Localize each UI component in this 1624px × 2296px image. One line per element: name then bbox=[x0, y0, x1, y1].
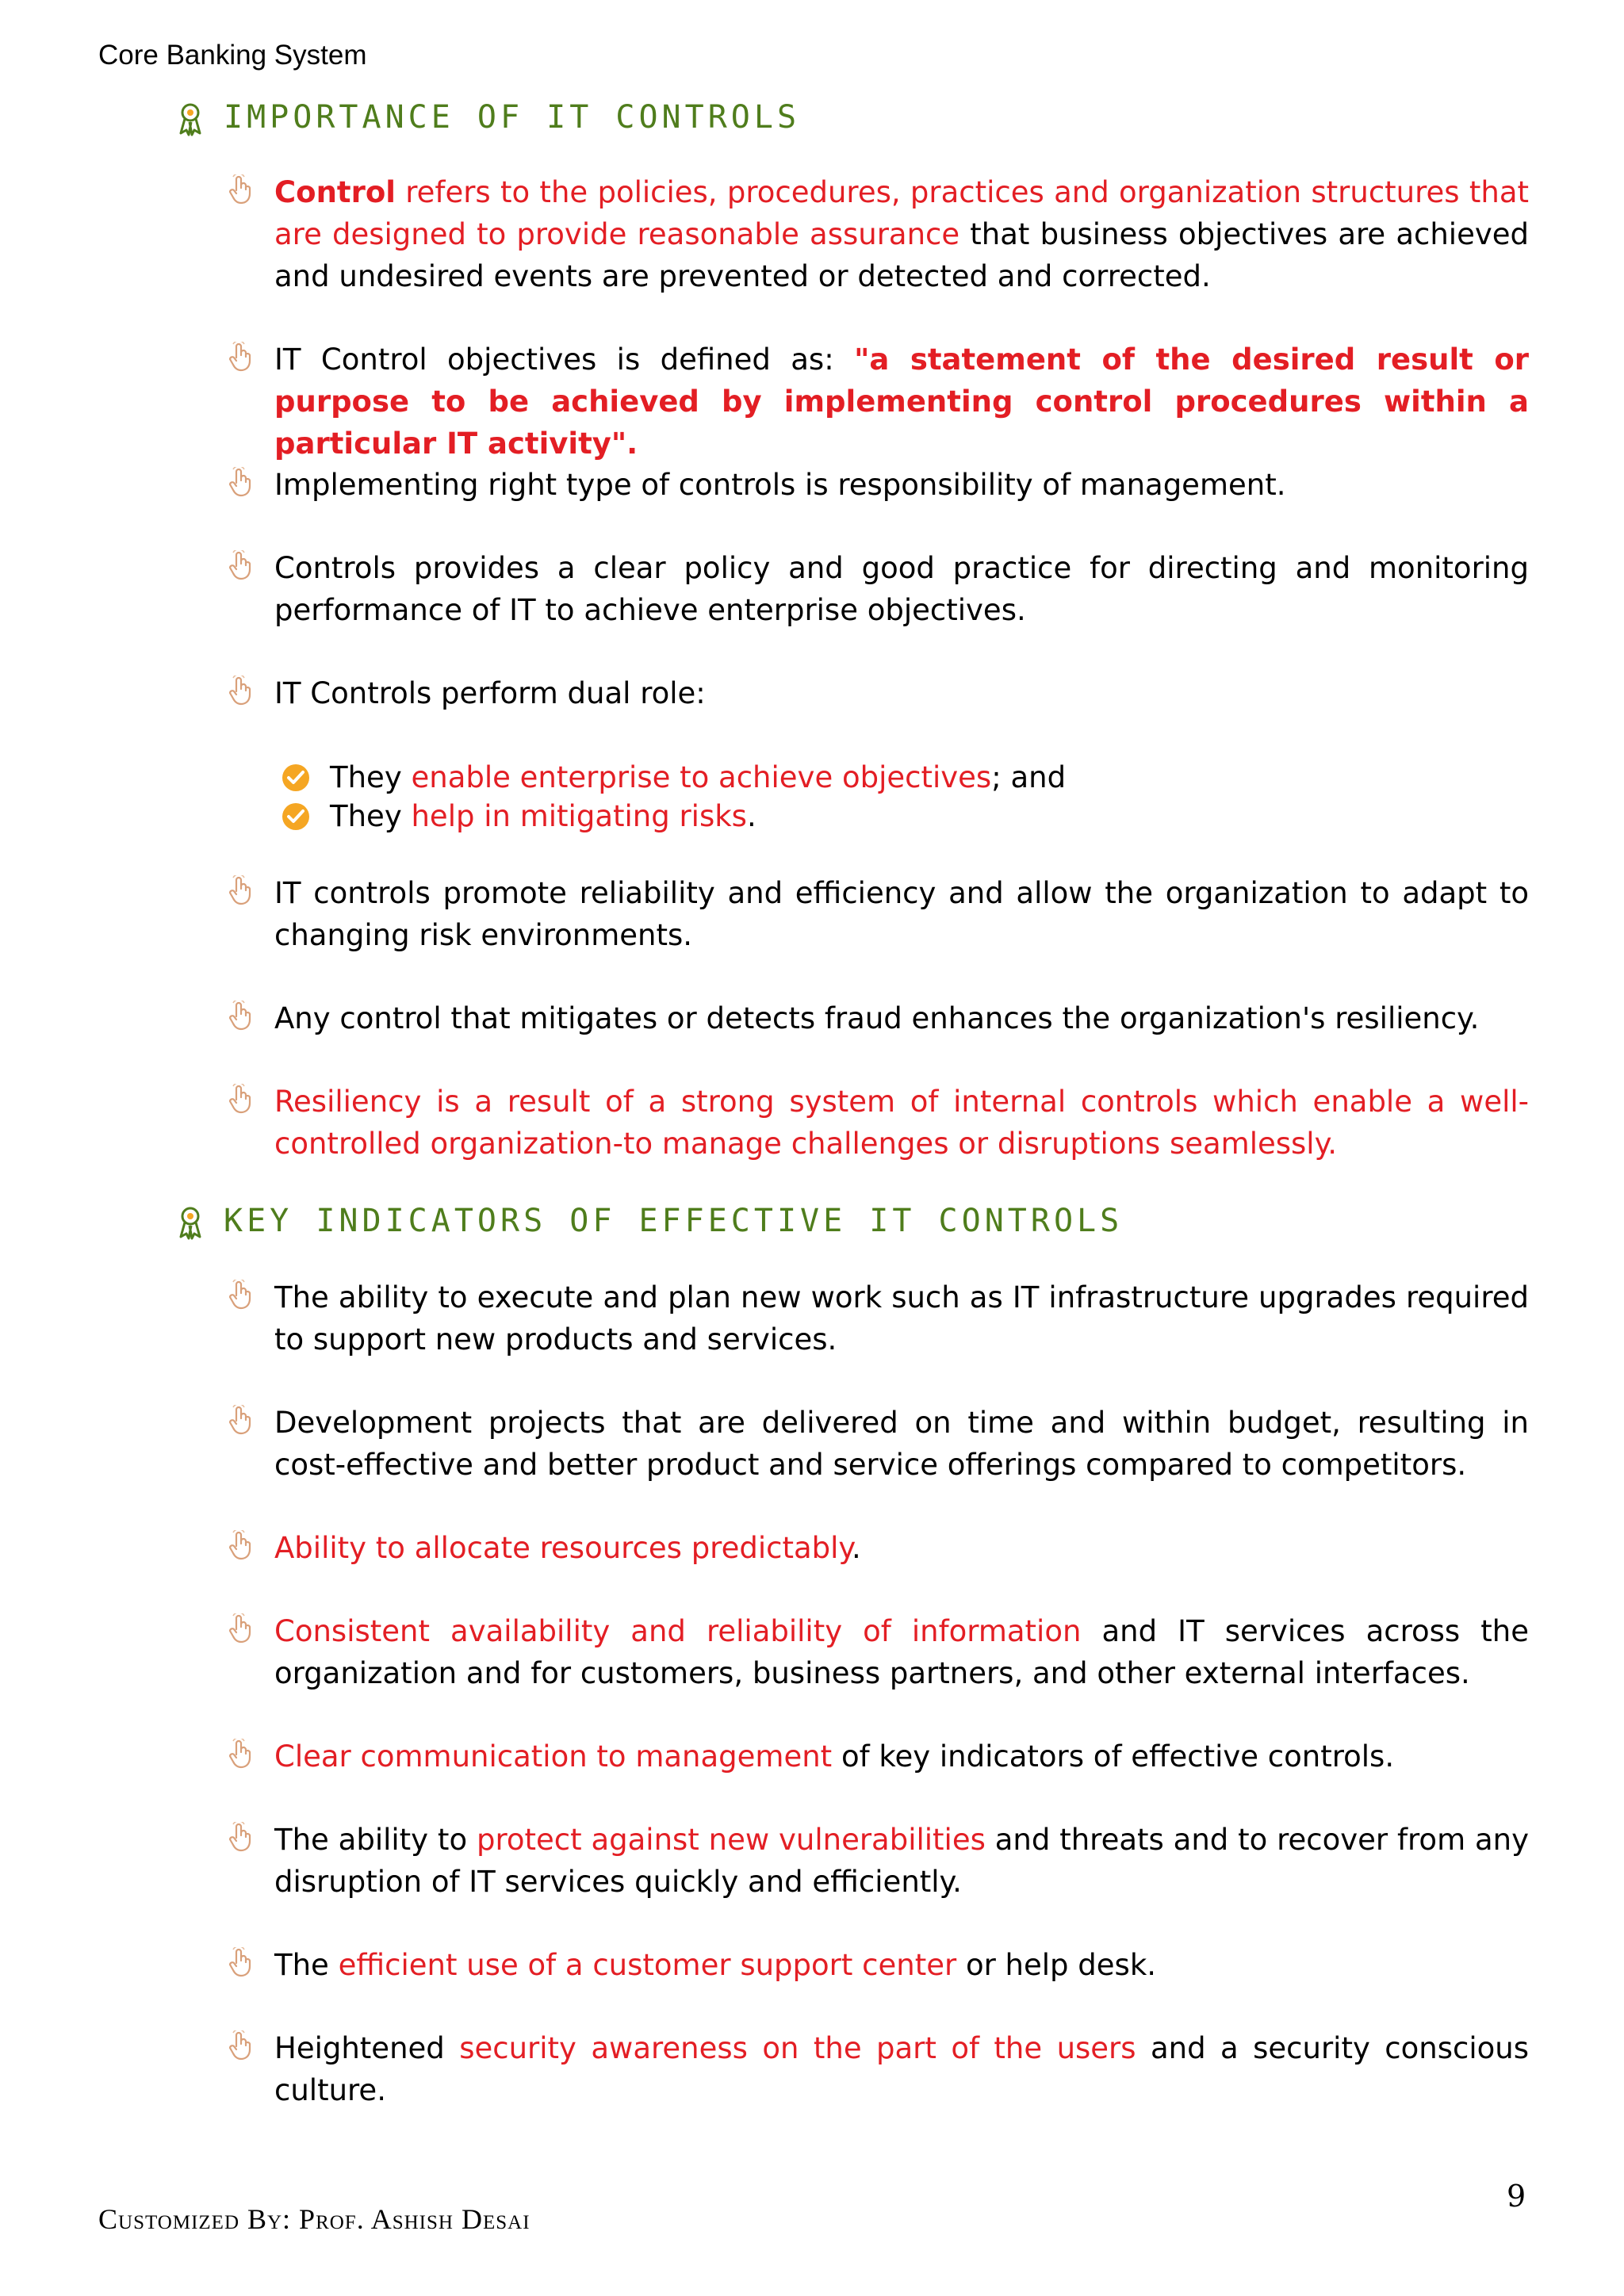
award-ribbon-icon bbox=[176, 101, 205, 136]
list-item bbox=[228, 1402, 1529, 1486]
list-item bbox=[228, 872, 1529, 956]
sub-item-text: They help in mitigating risks. bbox=[330, 799, 756, 833]
paragraph-text: The efficient use of a customer support center or help desk. bbox=[274, 1948, 1157, 1982]
paragraph-text: IT controls promote reliability and efficiency and allow the organization to adapt to changing risk environments. bbox=[274, 876, 1529, 952]
pointing-hand-icon bbox=[228, 675, 252, 706]
list-item bbox=[228, 464, 1529, 506]
list-item bbox=[228, 171, 1529, 297]
pointing-hand-icon bbox=[228, 1280, 252, 1310]
paragraph-text: Development projects that are delivered on time and within budget, resulting in cost-effective and better product and service offerings compared to competitors. bbox=[274, 1406, 1529, 1482]
paragraph-text: The ability to protect against new vulnerabilities and threats and to recover from any disruption of IT services quickly and efficiently. bbox=[274, 1823, 1529, 1899]
pointing-hand-icon bbox=[228, 2030, 252, 2061]
paragraph-text: Clear communication to management of key indicators of effective controls. bbox=[274, 1739, 1395, 1774]
paragraph-text: The ability to execute and plan new work such as IT infrastructure upgrades required to support new products and services. bbox=[274, 1280, 1529, 1357]
sub-list-item bbox=[281, 797, 1470, 836]
paragraph-text: Any control that mitigates or detects fraud enhances the organization's resiliency. bbox=[274, 1001, 1480, 1035]
pointing-hand-icon bbox=[228, 1001, 252, 1031]
list-item bbox=[228, 1276, 1529, 1360]
list-item bbox=[228, 1527, 1529, 1569]
list-item bbox=[228, 1819, 1529, 1903]
sub-list-item bbox=[281, 758, 1470, 798]
list-item bbox=[228, 1081, 1529, 1165]
pointing-hand-icon bbox=[228, 174, 252, 205]
pointing-hand-icon bbox=[228, 550, 252, 580]
pointing-hand-icon bbox=[228, 1739, 252, 1769]
section-heading-key-indicators bbox=[176, 1197, 1123, 1245]
check-circle-icon bbox=[281, 763, 311, 793]
pointing-hand-icon bbox=[228, 875, 252, 905]
list-item bbox=[228, 1735, 1529, 1777]
page-number: 9 bbox=[1507, 2179, 1526, 2214]
list-item bbox=[228, 339, 1529, 465]
paragraph-text: IT Control objectives is defined as: "a statement of the desired result or purpose to be achieved by implementing control procedures within a particular IT activity". bbox=[274, 342, 1529, 461]
award-ribbon-icon bbox=[176, 1205, 205, 1240]
pointing-hand-icon bbox=[228, 1947, 252, 1977]
page-header: Core Banking System bbox=[98, 40, 367, 71]
paragraph-text: Ability to allocate resources predictably. bbox=[274, 1531, 861, 1565]
pointing-hand-icon bbox=[228, 1613, 252, 1644]
paragraph-text: Control refers to the policies, procedures, practices and organization structures that are designed to provide reasonable assurance that business objectives are achieved and undesired events are prevented or detected and corrected. bbox=[274, 175, 1529, 293]
page-footer: Customized By: Prof. Ashish Desai bbox=[98, 2203, 530, 2235]
check-circle-icon bbox=[281, 802, 311, 832]
paragraph-text: Controls provides a clear policy and good practice for directing and monitoring performance of IT to achieve enterprise objectives. bbox=[274, 551, 1529, 627]
section-heading-text: KEY INDICATORS OF EFFECTIVE IT CONTROLS bbox=[224, 1203, 1124, 1239]
list-item bbox=[228, 672, 1529, 714]
sub-item-text: They enable enterprise to achieve objectives; and bbox=[330, 760, 1067, 794]
paragraph-text: IT Controls perform dual role: bbox=[274, 676, 706, 710]
pointing-hand-icon bbox=[228, 1084, 252, 1114]
list-item bbox=[228, 1944, 1529, 1986]
paragraph-text: Resiliency is a result of a strong system of internal controls which enable a well-controlled organization-to manage challenges or disruptions seamlessly. bbox=[274, 1085, 1529, 1161]
pointing-hand-icon bbox=[228, 1822, 252, 1852]
section-heading-text: IMPORTANCE OF IT CONTROLS bbox=[224, 99, 801, 136]
pointing-hand-icon bbox=[228, 1405, 252, 1435]
list-item bbox=[228, 2027, 1529, 2111]
pointing-hand-icon bbox=[228, 467, 252, 497]
section-heading-importance bbox=[176, 94, 800, 141]
list-item bbox=[228, 997, 1529, 1039]
paragraph-text: Implementing right type of controls is responsibility of management. bbox=[274, 468, 1286, 502]
pointing-hand-icon bbox=[228, 342, 252, 372]
list-item bbox=[228, 1610, 1529, 1694]
pointing-hand-icon bbox=[228, 1530, 252, 1560]
list-item bbox=[228, 547, 1529, 631]
paragraph-text: Consistent availability and reliability of information and IT services across the organization and for customers, business partners, and other external interfaces. bbox=[274, 1614, 1529, 1690]
paragraph-text: Heightened security awareness on the part of the users and a security conscious culture. bbox=[274, 2031, 1529, 2107]
